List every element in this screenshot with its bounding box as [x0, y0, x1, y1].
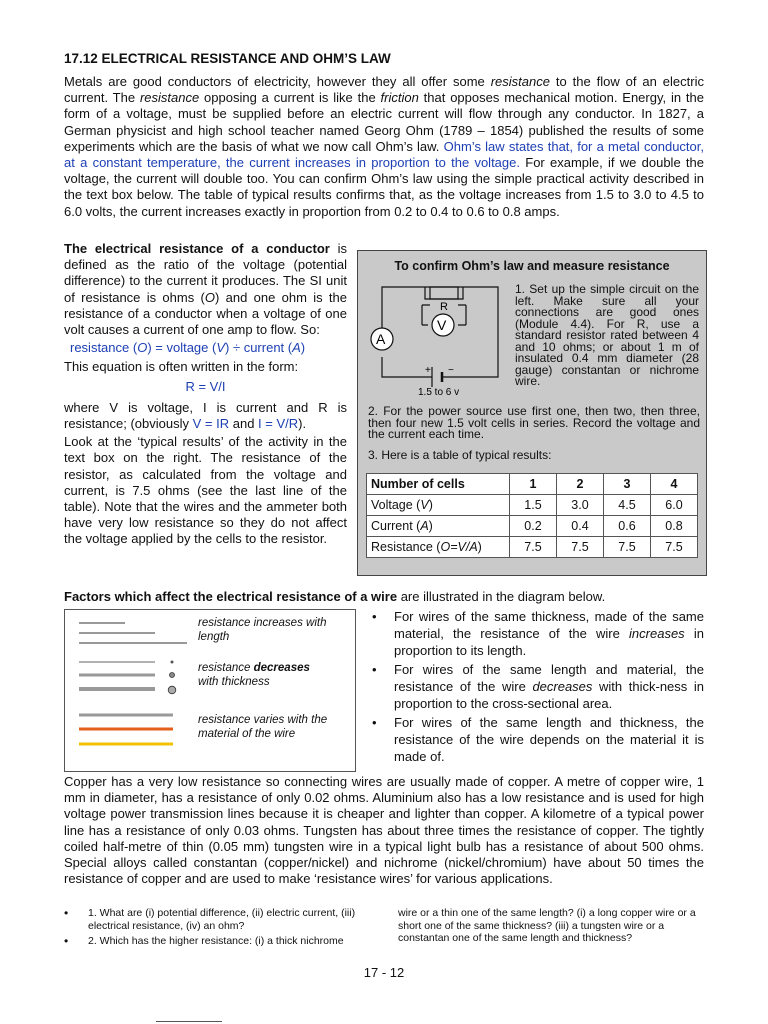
ohms-law-statement: Ohm’s law states that, for a metal conductor, at a constant temperature, the current increases in proportion to the voltage. — [64, 138, 704, 171]
activity-text-box — [357, 250, 707, 576]
step-1: 1. Set up the simple circuit on the left. Make sure all your connections are good ones (Module 4.4). For R, use a standard resistor rated between 4 and 10 ohms; or about 1 m of insulated 0.4 mm diameter (28 gauge) constantan or nichrome wire. — [515, 282, 699, 388]
cross-section-thick — [168, 686, 176, 694]
label-material: resistance varies with the material of the wire — [198, 714, 328, 740]
list-item: • For wires of the same length and thickness, the resistance of the wire depends on the material it is made of. — [370, 714, 704, 765]
cell-minus-label: − — [448, 365, 454, 376]
factors-bullet-list — [370, 608, 704, 767]
wire-factors-diagram — [64, 609, 356, 772]
ammeter-label: A — [376, 331, 386, 347]
results-table — [366, 473, 698, 558]
box-title: To confirm Ohm’s law and measure resistance — [394, 259, 670, 273]
page-number: 17 - 12 — [363, 965, 405, 980]
table-row: Current (A) 0.2 0.4 0.6 0.8 — [367, 516, 698, 537]
resistance-definition-column: The electrical resistance of a conductor is defined as the ratio of the voltage (potential difference) to the current it produces. The SI unit of resistance is ohms (O) and one ohm is the resistance of a conductor when a voltage of one volt causes a current of one amp to flow. So: resistance (O) = voltage (V) ÷ current (A) This equation is often written in the form: R = V/I where V is voltage, I is current and R is resistance; (obviously V = IR and I = V/R). Look at the ‘typical results’ of the activity in the text box on the right. The resistance of the resistor, as calculated from the voltage and current, is 7.5 ohms (see the last line of the table). Note that the wires and the ammeter both have very low resistance so they do not affect the voltage applied by the cells to the resistor. — [64, 241, 348, 547]
intro-paragraph: Metals are good conductors of electricity, however they all offer some resistance to the flow of an electric current. The resistance opposing a current is like the friction that opposes mechanical motion. Energy, in the form of a voltage, must be supplied before an electric current will flow through any conductor. In 1827, a German physicist and high school teacher named Georg Ohm (1789 – 1854) published the results of some experiments which are the basis of what we now call Ohm’s law. Ohm’s law states that, for a metal conductor, at a constant temperature, the current increases in proportion to the voltage. For example, if we double the voltage, the current will double too. You can confirm Ohm’s law using the simple practical activity described in the text box below. The table of typical results confirms that, as the voltage increases from 1.5 to 3.0 to 4.5 to 6.0 volts, the current increases exactly in proportion from 0.2 to 0.4 to 0.6 to 0.8 amps. — [64, 74, 705, 219]
questions-left — [64, 907, 380, 951]
resistor-symbol — [430, 287, 458, 299]
list-item: • For wires of the same length and material, the resistance of the wire decreases with thick-ness in proportion to the cross-sectional area. — [370, 661, 704, 712]
voltmeter-label: V — [437, 317, 447, 333]
table-row: Resistance (O=V/A) 7.5 7.5 7.5 7.5 — [367, 537, 698, 558]
cross-section-thin — [171, 661, 174, 664]
label-thickness: resistance decreases with thickness — [198, 662, 310, 688]
question-1: • 1. What are (i) potential difference, (ii) electric current, (iii) electrical resistance, (iv) an ohm? — [64, 907, 380, 932]
factors-heading: Factors which affect the electrical resistance of a wire are illustrated in the diagram below. — [64, 589, 606, 604]
list-item: • For wires of the same thickness, made of the same material, the resistance of the wire increases in proportion to its length. — [370, 608, 704, 659]
cell-plus-label: + — [425, 365, 431, 376]
section-heading: 17.12 ELECTRICAL RESISTANCE AND OHM’S LAW — [64, 51, 391, 66]
formula-r-v-i: R = V/I — [185, 378, 226, 394]
step-3: 3. Here is a table of typical results: — [368, 448, 552, 462]
resistor-label: R — [440, 301, 448, 313]
question-2: • 2. Which has the higher resistance: (i) a thick nichrome — [64, 935, 380, 948]
label-length: resistance increases with length — [198, 617, 327, 643]
copper-paragraph: Copper has a very low resistance so connecting wires are usually made of copper. A metre of copper wire, 1 mm in diameter, has a resistance of only 0.02 ohms. Aluminium also has a low resistance and is used for high voltage power transmission lines because it is cheaper and lighter than copper. A kilometre of a typical power line has a resistance of only 0.03 ohms. Tungsten has about three times the resistance of copper. The tightly coiled half-metre of thin (0.05 mm) tungsten wire in a typical light bulb has a resistance of about 500 ohms. Special alloys called constantan (copper/nickel) and nichrome (nickel/chromium) have about 50 times the resistance of copper and are used to make ‘resistance wires’ for various applications. — [64, 774, 704, 887]
supply-label: 1.5 to 6 v — [418, 387, 460, 397]
table-header-row: Number of cells 1 2 3 4 — [367, 474, 698, 495]
questions-right: wire or a thin one of the same length? (i) a long copper wire or a short one of the same thickness? (iii) a tungsten wire or a constantan one of the same length and thickness? — [398, 907, 696, 944]
table-row: Voltage (V) 1.5 3.0 4.5 6.0 — [367, 495, 698, 516]
cross-section-medium — [170, 673, 175, 678]
step-2: 2. For the power source use first one, then two, then three, then four new 1.5 volt cells in series. Record the voltage and the current each time. — [368, 404, 700, 441]
circuit-diagram — [362, 279, 510, 397]
resistance-equation: resistance (O) = voltage (V) ÷ current (A) — [70, 340, 306, 356]
footer-rule — [156, 1021, 222, 1022]
